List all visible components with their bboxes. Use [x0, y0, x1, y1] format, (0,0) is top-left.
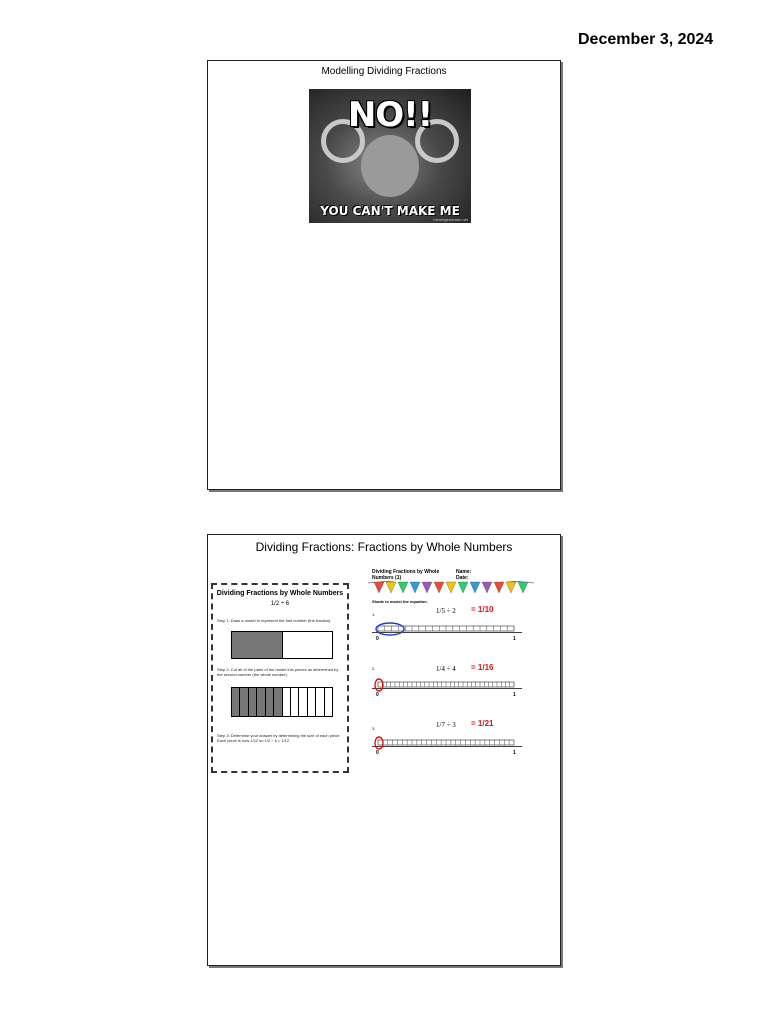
number-line-worksheet [366, 569, 556, 799]
meme-bottom-text: YOU CAN'T MAKE ME [320, 204, 460, 218]
twelfth-cell [315, 688, 323, 716]
problem-3-answer: = 1/21 [471, 719, 494, 728]
worksheet-expression: 1/2 ÷ 6 [270, 601, 290, 607]
shaded-half [232, 632, 282, 658]
twelfth-cell [265, 688, 273, 716]
problem-3-divisor: 3 [452, 721, 456, 729]
problem-1-fraction: 1/5 [436, 607, 445, 615]
number-lines [366, 569, 556, 799]
meme-image [309, 89, 471, 223]
number-line-zero-label: 0 [376, 636, 379, 642]
problem-1-equation: 1/5 ÷ 2 [436, 607, 456, 615]
child-face [361, 135, 419, 197]
problem-1-number: 1. [372, 612, 376, 617]
number-line-3 [372, 737, 522, 756]
problem-3-answer-value: 1/21 [477, 719, 494, 728]
meme-watermark: memegenerator.net [433, 217, 468, 222]
model-worksheet [211, 583, 349, 773]
twelfth-cell [290, 688, 298, 716]
twelfth-cell [248, 688, 256, 716]
twelfth-cell [256, 688, 264, 716]
twelfth-cell [324, 688, 332, 716]
problem-3-equation: 1/7 ÷ 3 [436, 721, 456, 729]
worksheet-step-1: Step 1: Draw a model to represent the first number (the fraction). [217, 618, 332, 623]
problem-3-number: 3. [372, 726, 376, 731]
slide-1[interactable] [207, 60, 561, 490]
meme-top-text: NO!! [347, 95, 433, 135]
twelfth-cell [282, 688, 290, 716]
twelfth-cell [232, 688, 239, 716]
slide-1-title: Modelling Dividing Fractions [321, 66, 447, 77]
unshaded-half [282, 632, 333, 658]
worksheet-step-3: Step 3: Determine your answer by determining the size of each piece. Each piece is now 1/12 so 1/2 ÷ 6 = 1/12 [217, 733, 341, 743]
problem-2-answer: = 1/16 [471, 663, 494, 672]
worksheet-step-2: Step 2: Cut all of the parts of the model into pieces as determined by the second number (the whole number). [217, 667, 339, 677]
slide-2[interactable] [207, 534, 561, 966]
instruction-text: Shade to model the equation. [372, 599, 428, 604]
number-line-one-label: 1 [513, 636, 516, 642]
twelfths-model-bar [231, 687, 333, 717]
name-label: Name: [456, 569, 472, 575]
number-line-title: Dividing Fractions by Whole Numbers (1) [372, 569, 440, 581]
slide-2-title: Dividing Fractions: Fractions by Whole Numbers [255, 540, 513, 554]
problem-1-answer-value: 1/10 [477, 605, 494, 614]
problem-3-fraction: 1/7 [436, 721, 445, 729]
problem-1-divisor: 2 [452, 607, 456, 615]
problem-1-answer: = 1/10 [471, 605, 494, 614]
page-date: December 3, 2024 [578, 31, 714, 48]
number-line-2 [372, 679, 522, 698]
half-model-bar [231, 631, 333, 659]
number-line-zero-label: 0 [376, 692, 379, 698]
twelfth-cell [298, 688, 306, 716]
problem-2-number: 2. [372, 666, 376, 671]
problem-2-fraction: 1/4 [436, 665, 445, 673]
twelfth-cell [273, 688, 281, 716]
number-line-zero-label: 0 [376, 750, 379, 756]
problem-2-answer-value: 1/16 [477, 663, 494, 672]
problem-2-divisor: 4 [452, 665, 456, 673]
problem-2-equation: 1/4 ÷ 4 [436, 665, 456, 673]
worksheet-title: Dividing Fractions by Whole Numbers [216, 590, 344, 597]
number-line-1 [372, 623, 522, 642]
twelfth-cell [307, 688, 315, 716]
date-label: Date: [456, 575, 469, 581]
number-line-one-label: 1 [513, 692, 516, 698]
number-line-one-label: 1 [513, 750, 516, 756]
twelfth-cell [239, 688, 247, 716]
